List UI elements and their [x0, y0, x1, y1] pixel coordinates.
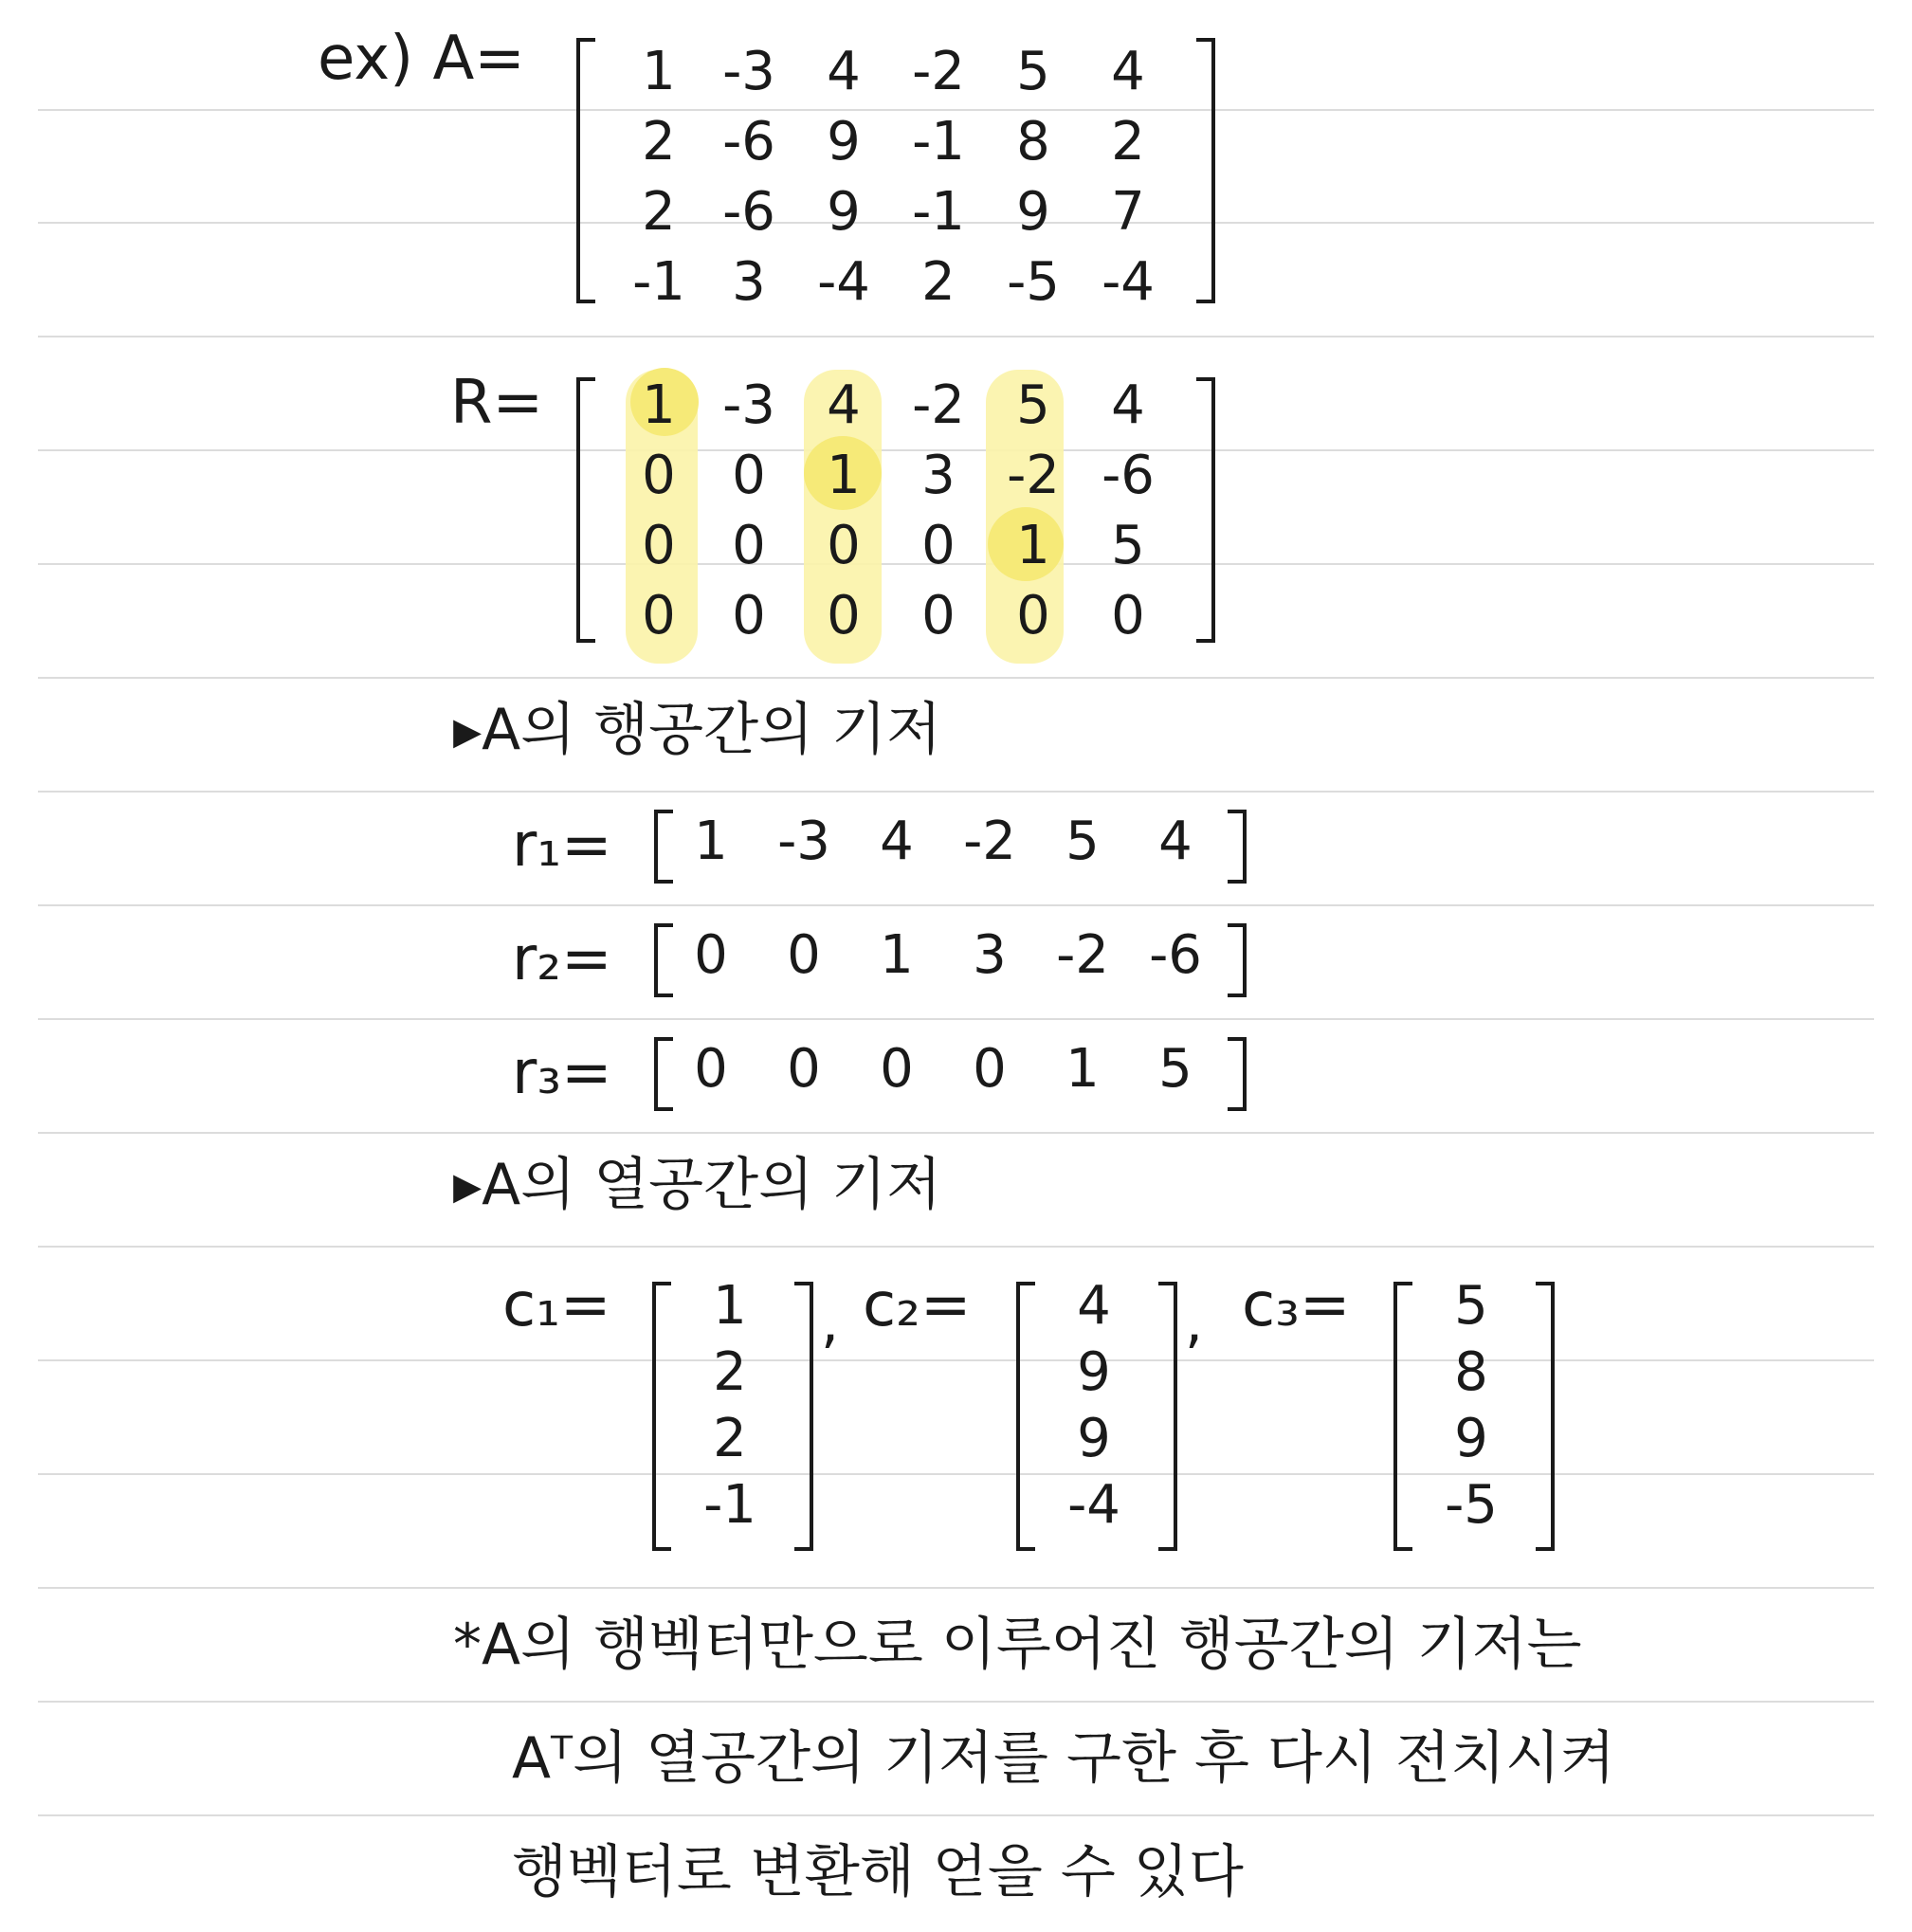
- right-bracket: [1196, 38, 1215, 303]
- matrix-cell: -3: [722, 374, 775, 436]
- matrix-cell: -1: [912, 111, 965, 173]
- matrix-cell: 1: [642, 374, 676, 436]
- column-vector-entry: 8: [1454, 1341, 1488, 1403]
- left-bracket: [576, 377, 595, 643]
- row-vector-entry: -3: [777, 811, 830, 872]
- matrix-cell: -2: [1007, 445, 1060, 506]
- row-vector-entry: 0: [973, 1038, 1007, 1100]
- right-bracket: [1536, 1282, 1555, 1551]
- matrix-cell: 9: [1016, 181, 1050, 243]
- matrix-a-label: ex) A=: [318, 24, 525, 94]
- column-vector-label: c₃=: [1242, 1270, 1351, 1340]
- left-bracket: [1016, 1282, 1035, 1551]
- rule-line: [38, 1132, 1874, 1134]
- row-vector-entry: 1: [880, 924, 914, 986]
- row-vector-entry: 0: [694, 1038, 728, 1100]
- row-vector-entry: 4: [880, 811, 914, 872]
- column-vector-entry: -1: [703, 1474, 756, 1536]
- row-vector-entry: -6: [1149, 924, 1202, 986]
- row-vector-entry: 1: [694, 811, 728, 872]
- matrix-cell: -2: [912, 41, 965, 102]
- matrix-cell: 5: [1016, 41, 1050, 102]
- row-space-heading: ▸A의 행공간의 기저: [453, 697, 942, 763]
- column-vector-entry: 1: [713, 1275, 747, 1337]
- rule-line: [38, 1018, 1874, 1020]
- right-bracket: [794, 1282, 813, 1551]
- matrix-cell: -6: [722, 111, 775, 173]
- matrix-cell: -4: [817, 251, 870, 313]
- matrix-cell: 0: [732, 445, 766, 506]
- rule-line: [38, 904, 1874, 906]
- right-bracket: [1196, 377, 1215, 643]
- matrix-cell: 5: [1016, 374, 1050, 436]
- column-vector-entry: -5: [1445, 1474, 1498, 1536]
- left-bracket: [652, 1282, 671, 1551]
- matrix-cell: 2: [642, 181, 676, 243]
- matrix-cell: 2: [921, 251, 956, 313]
- matrix-cell: 0: [827, 515, 861, 576]
- matrix-cell: 4: [1111, 374, 1145, 436]
- matrix-cell: 3: [921, 445, 956, 506]
- matrix-cell: 0: [827, 585, 861, 647]
- rule-line: [38, 677, 1874, 679]
- matrix-cell: -6: [1102, 445, 1155, 506]
- matrix-cell: -1: [632, 251, 685, 313]
- row-vector-entry: -2: [963, 811, 1016, 872]
- matrix-r-label: R=: [450, 368, 544, 438]
- right-bracket: [1228, 1037, 1247, 1111]
- matrix-cell: 4: [827, 41, 861, 102]
- note-line-3: 행벡터로 변환해 얻을 수 있다: [512, 1839, 1244, 1905]
- row-vector-entry: 0: [787, 924, 821, 986]
- column-vector-label: c₁=: [502, 1270, 611, 1340]
- matrix-cell: -3: [722, 41, 775, 102]
- row-vector-entry: 4: [1158, 811, 1193, 872]
- matrix-cell: 4: [827, 374, 861, 436]
- row-vector-entry: 3: [973, 924, 1007, 986]
- matrix-cell: 0: [642, 445, 676, 506]
- right-bracket: [1228, 810, 1247, 884]
- column-vector-entry: 9: [1077, 1341, 1111, 1403]
- row-vector-entry: 1: [1065, 1038, 1100, 1100]
- column-vector-entry: -4: [1067, 1474, 1120, 1536]
- matrix-cell: 3: [732, 251, 766, 313]
- matrix-cell: 0: [732, 585, 766, 647]
- matrix-cell: 0: [732, 515, 766, 576]
- matrix-cell: 8: [1016, 111, 1050, 173]
- rule-line: [38, 791, 1874, 793]
- matrix-cell: 0: [1111, 585, 1145, 647]
- row-vector-entry: 0: [787, 1038, 821, 1100]
- matrix-cell: 7: [1111, 181, 1145, 243]
- left-bracket: [1393, 1282, 1412, 1551]
- note-line-2: Aᵀ의 열공간의 기저를 구한 후 다시 전치시켜: [512, 1725, 1615, 1792]
- matrix-cell: -5: [1007, 251, 1060, 313]
- rule-line: [38, 1246, 1874, 1248]
- matrix-cell: 9: [827, 181, 861, 243]
- matrix-cell: 1: [642, 41, 676, 102]
- matrix-cell: 0: [921, 515, 956, 576]
- matrix-cell: -6: [722, 181, 775, 243]
- matrix-cell: 0: [921, 585, 956, 647]
- left-bracket: [576, 38, 595, 303]
- rule-line: [38, 1701, 1874, 1703]
- note-line-1: *A의 행벡터만으로 이루어진 행공간의 기저는: [453, 1612, 1582, 1678]
- col-space-heading: ▸A의 열공간의 기저: [453, 1152, 942, 1218]
- row-vector-entry: 5: [1065, 811, 1100, 872]
- row-vector-entry: 0: [880, 1038, 914, 1100]
- vector-separator: ,: [821, 1289, 840, 1356]
- rule-line: [38, 336, 1874, 337]
- matrix-cell: 1: [827, 445, 861, 506]
- matrix-cell: 5: [1111, 515, 1145, 576]
- row-vector-label: r₂=: [512, 924, 612, 994]
- matrix-cell: 2: [642, 111, 676, 173]
- matrix-cell: 2: [1111, 111, 1145, 173]
- row-vector-entry: 5: [1158, 1038, 1193, 1100]
- column-vector-entry: 4: [1077, 1275, 1111, 1337]
- row-vector-entry: 0: [694, 924, 728, 986]
- row-vector-entry: -2: [1056, 924, 1109, 986]
- right-bracket: [1228, 923, 1247, 997]
- rule-line: [38, 1587, 1874, 1589]
- column-vector-entry: 9: [1454, 1408, 1488, 1469]
- rule-line: [38, 1473, 1874, 1475]
- rule-line: [38, 1359, 1874, 1361]
- column-vector-entry: 2: [713, 1408, 747, 1469]
- matrix-cell: -4: [1102, 251, 1155, 313]
- column-vector-label: c₂=: [863, 1270, 972, 1340]
- rule-line: [38, 1814, 1874, 1816]
- matrix-cell: 9: [827, 111, 861, 173]
- column-vector-entry: 2: [713, 1341, 747, 1403]
- row-vector-label: r₃=: [512, 1038, 612, 1108]
- column-vector-entry: 9: [1077, 1408, 1111, 1469]
- matrix-cell: 0: [642, 585, 676, 647]
- matrix-cell: 4: [1111, 41, 1145, 102]
- column-vector-entry: 5: [1454, 1275, 1488, 1337]
- matrix-cell: -2: [912, 374, 965, 436]
- matrix-cell: -1: [912, 181, 965, 243]
- matrix-cell: 1: [1016, 515, 1050, 576]
- vector-separator: ,: [1185, 1289, 1204, 1356]
- matrix-cell: 0: [1016, 585, 1050, 647]
- right-bracket: [1158, 1282, 1177, 1551]
- matrix-cell: 0: [642, 515, 676, 576]
- row-vector-label: r₁=: [512, 811, 612, 881]
